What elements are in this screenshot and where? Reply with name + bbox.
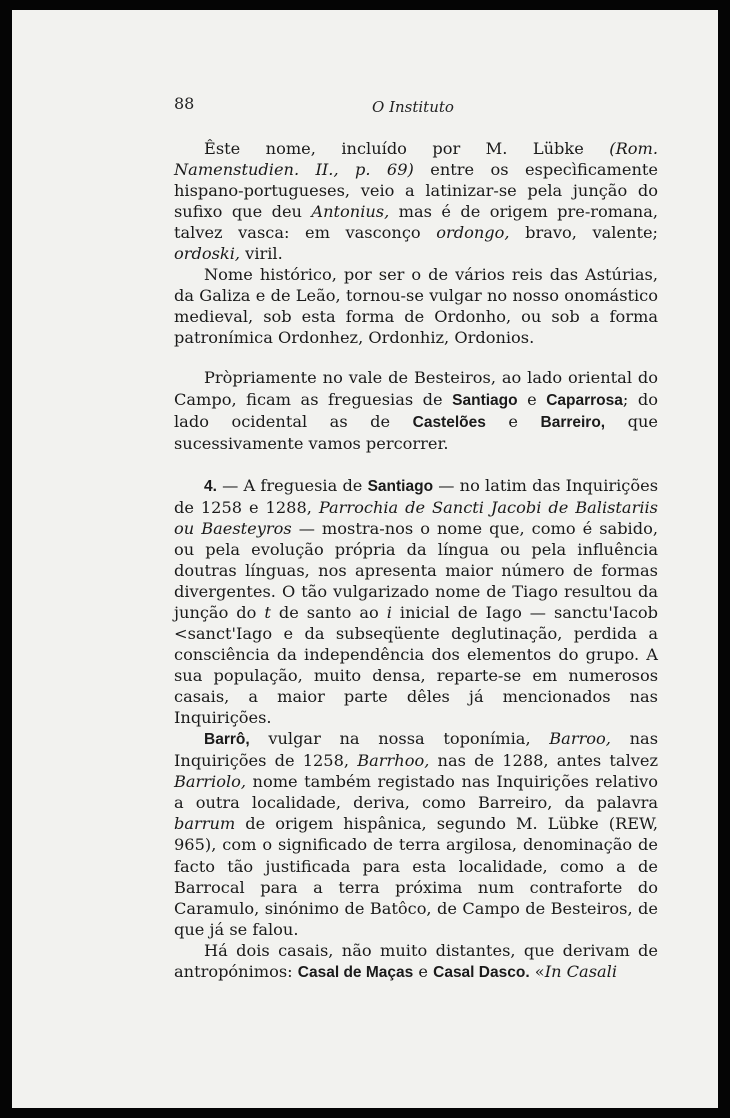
text-run: Há dois casais, não muito distantes, que derivam de antropónimos: <box>174 940 658 981</box>
italic-term: Barrhoo, <box>357 751 430 771</box>
italic-term: t <box>264 602 271 622</box>
text-run: e <box>517 389 547 409</box>
paragraph <box>174 264 658 348</box>
text-run: que sucessivamente vamos percorrer. <box>174 411 659 453</box>
bold-term: Casal Dasco. <box>433 963 530 981</box>
italic-term: barrum <box>174 814 236 834</box>
text-run: e <box>413 961 434 981</box>
text-run: nas de 1288, antes talvez <box>429 751 658 771</box>
italic-term: Antonius, <box>311 202 390 222</box>
text-run: Pròpriamente no vale de Besteiros, ao lado oriental do Campo, ficam as freguesias de <box>174 368 658 409</box>
bold-term: Castelões <box>412 413 486 431</box>
text-run: — A freguesia de <box>216 475 368 495</box>
book-page <box>12 10 718 1108</box>
paragraph <box>174 940 658 983</box>
italic-term: Parrochia de Sancti Jacobi de Balistariis ou Baesteyros <box>174 497 658 538</box>
paragraph <box>174 728 658 939</box>
text-run: — no latim das Inquirições de 1258 e 1288, <box>174 475 659 517</box>
text-run: de santo ao <box>270 602 387 622</box>
text-run: viril. <box>240 244 283 264</box>
text-run: nome também registado nas Inquirições relativo a outra localidade, deriva, como Barreiro, da palavra <box>174 772 658 813</box>
text-run: e <box>485 411 541 431</box>
text-run: bravo, valente; <box>509 223 658 243</box>
text-run: — mostra-nos o nome que, como é sabido, ou pela evolução própria da língua ou pela influência doutras línguas, nos apresenta maior número de formas divergentes. O tão vulgarizado nome de Tiago resultou da junção do <box>174 518 658 622</box>
italic-term: ordongo, <box>436 223 510 243</box>
paragraph <box>174 475 658 729</box>
text-run: Êste nome, incluído por M. Lübke <box>204 139 610 158</box>
text-run: ; do lado ocidental as de <box>174 389 658 431</box>
text-run: entre os especìficamente hispano-portugueses, veio a latinizar-se pela junção do sufixo que deu <box>174 160 658 222</box>
bold-term: 4. <box>204 477 217 495</box>
text-run: vulgar na nossa toponímia, <box>249 729 550 749</box>
italic-term: (Rom. Namenstudien. II., p. 69) <box>174 139 658 180</box>
paragraph <box>174 367 658 453</box>
bold-term: Barrô, <box>204 731 250 749</box>
italic-term: i <box>386 602 392 622</box>
bold-term: Barreiro, <box>540 413 606 431</box>
body-text <box>174 138 658 983</box>
bold-term: Santiago <box>452 391 518 409</box>
italic-term: Barroo, <box>549 729 611 749</box>
bold-term: Santiago <box>367 477 434 495</box>
bold-term: Caparrosa <box>546 391 623 409</box>
text-run: Nome histórico, por ser o de vários reis das Astúrias, da Galiza e de Leão, tornou-se vulgar no nosso onomástico medieval, sob esta forma de Ordonho, ou sob a forma patronímica Ordonhez, Ordonhiz, Ordonios. <box>174 265 658 348</box>
text-run: nas Inquirições de 1258, <box>174 729 659 771</box>
paragraph <box>174 138 658 264</box>
italic-term: ordoski, <box>174 244 241 264</box>
page-number: 88 <box>174 94 195 113</box>
bold-term: Casal de Maças <box>297 963 414 981</box>
text-run: de origem hispânica, segundo M. Lübke (REW, 965), com o significado de terra argilosa, denominação de facto tão justificada para esta localidade, como a de Barrocal para a terra próxima num contraforte do Caramulo, sinónimo de Batôco, de Campo de Besteiros, de que já se falou. <box>174 814 658 939</box>
text-run: mas é de origem pre-romana, talvez vasca: em vasconço <box>174 202 658 243</box>
text-run: « <box>529 961 545 981</box>
running-title: O Instituto <box>372 98 454 116</box>
italic-term: Barriolo, <box>174 772 247 792</box>
italic-term: In Casali <box>544 961 618 981</box>
text-run: inicial de Iago — sanctu'Iacob <sanct'Iago e da subseqüente deglutinação, perdida a consciência da independência dos elementos do grupo. A sua população, muito densa, reparte-se em numerosos casais, a maior parte dêles já mencionados nas Inquirições. <box>174 602 658 728</box>
